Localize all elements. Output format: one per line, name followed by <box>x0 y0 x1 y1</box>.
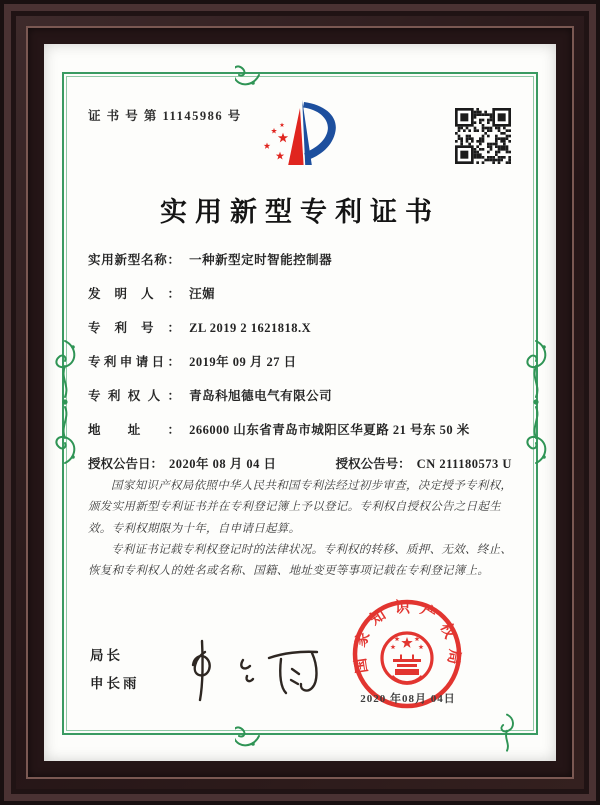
logo-stars <box>264 123 288 160</box>
certificate-paper <box>44 44 556 761</box>
grant-number-label: 授权公告号： <box>335 457 411 471</box>
signer-title: 局长 <box>90 648 123 663</box>
legal-text <box>88 476 516 582</box>
bottom-border-ornament <box>235 722 365 750</box>
field-row-grant <box>88 454 526 474</box>
field-label: 专利号： <box>88 321 180 335</box>
qr-code <box>455 108 511 164</box>
field-row-name <box>88 250 526 270</box>
grant-date-value: 2020年 08 月 04 日 <box>169 457 277 471</box>
cnipa-logo-graphic <box>250 95 370 175</box>
field-value: 266000 山东省青岛市城阳区华夏路 21 号东 50 米 <box>189 423 470 437</box>
field-value: 汪媚 <box>189 287 216 301</box>
field-value: 一种新型定时智能控制器 <box>189 253 333 267</box>
top-border-ornament <box>235 61 365 89</box>
field-value: 2019年 09 月 27 日 <box>189 355 297 369</box>
left-border-ornament <box>51 337 79 467</box>
legal-paragraph-2: 专利证书记载专利权登记时的法律状况。专利权的转移、质押、无效、终止、恢复和专利权人的姓名或名称、国籍、地址变更等事项记载在专利登记簿上。 <box>88 543 513 578</box>
field-row-filing-date <box>88 352 526 372</box>
signature-shen-changyu <box>175 636 335 704</box>
svg-text:国家知识产权局 <box>351 598 463 674</box>
signer-name: 申长雨 <box>90 676 140 691</box>
grant-number-value: CN 211180573 U <box>416 457 512 471</box>
field-value: ZL 2019 2 1621818.X <box>189 321 312 335</box>
legal-paragraph-1: 国家知识产权局依照中华人民共和国专利法经过初步审查，决定授予专利权，颁发实用新型专利证书并在专利登记簿上予以登记。专利权自授权公告之日起生效。专利权期限为十年，自申请日起算。 <box>88 480 513 535</box>
field-value: 青岛科旭德电气有限公司 <box>189 389 333 403</box>
field-label: 发明人： <box>88 287 180 301</box>
fields-block <box>88 250 526 488</box>
field-row-address <box>88 420 526 440</box>
field-row-patent-no <box>88 318 526 338</box>
field-label: 专利申请日： <box>88 355 180 369</box>
certificate-number: 证 书 号 第 11145986 号 <box>88 109 242 123</box>
field-label: 地址： <box>88 423 180 437</box>
field-row-inventor <box>88 284 526 304</box>
logo-blue-bowl <box>303 102 336 161</box>
grant-date-label: 授权公告日： <box>88 457 164 471</box>
right-border-ornament <box>522 337 550 467</box>
certificate-title: 实用新型专利证书 <box>160 197 440 227</box>
cnipa-logo <box>250 95 370 175</box>
corner-leaf-ornament <box>498 712 516 754</box>
seal-text: 国家知识产权局 <box>351 600 463 675</box>
field-row-patentee <box>88 386 526 406</box>
seal-national-emblem <box>382 633 432 685</box>
logo-red-wedge <box>288 108 303 165</box>
seal-date: 2020 年08月 04日 <box>360 693 456 705</box>
field-label: 专利权人： <box>88 389 180 403</box>
field-label: 实用新型名称： <box>88 253 180 267</box>
